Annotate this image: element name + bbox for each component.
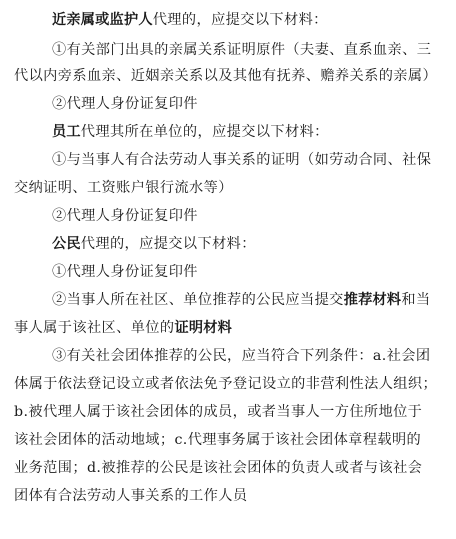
relatives-item2 xyxy=(52,94,198,114)
citizen-item2-bold-proof: 证明材料 xyxy=(174,320,233,336)
citizen-heading xyxy=(52,234,256,254)
employee-heading-rest: 代理其所在单位的，应提交以下材料： xyxy=(80,124,329,140)
relatives-heading-rest: 代理的，应提交以下材料： xyxy=(152,12,328,28)
relatives-heading-bold: 近亲属或监护人 xyxy=(52,12,153,28)
citizen-item3-text1: ③有关社会团体推荐的公民，应当符合下列条件：a.社会团 xyxy=(52,348,431,364)
citizen-item1-text: ①代理人身份证复印件 xyxy=(52,264,198,280)
employee-item1-text2: 交纳证明、工资账户银行流水等） xyxy=(14,180,233,196)
citizen-item2-line2 xyxy=(14,318,232,338)
relatives-item1-line2 xyxy=(14,66,437,86)
citizen-item2-bold-recommend: 推荐材料 xyxy=(343,292,402,308)
citizen-item3-text2: 体属于依法登记设立或者依法免予登记设立的非营利性法人组织； xyxy=(14,376,438,392)
citizen-item2-text1a: ②当事人所在社区、单位推荐的公民应当提交 xyxy=(52,292,344,308)
citizen-item3-line4 xyxy=(14,430,421,450)
relatives-item2-text: ②代理人身份证复印件 xyxy=(52,96,198,112)
employee-heading xyxy=(52,122,329,142)
citizen-item3-text3: b.被代理人属于该社会团体的成员，或者当事人一方住所地位于 xyxy=(14,404,423,420)
employee-item2-text: ②代理人身份证复印件 xyxy=(52,208,198,224)
citizen-item3-line5 xyxy=(14,458,422,478)
citizen-item2-text1b: 和当 xyxy=(401,292,431,308)
citizen-item2-line1 xyxy=(52,290,431,310)
citizen-item1 xyxy=(52,262,198,282)
citizen-heading-bold: 公民 xyxy=(52,236,81,252)
citizen-item3-text6: 团体有合法劳动人事关系的工作人员 xyxy=(14,488,248,504)
relatives-item1-text2: 代以内旁系血亲、近姻亲关系以及其他有抚养、赡养关系的亲属） xyxy=(14,68,438,84)
employee-item1-line2 xyxy=(14,178,233,198)
relatives-item1-text1: ①有关部门出具的亲属关系证明原件（夫妻、直系血亲、三 xyxy=(52,42,432,58)
citizen-item3-line2 xyxy=(14,374,437,394)
citizen-item3-text4: 该社会团体的活动地域；c.代理事务属于该社会团体章程载明的 xyxy=(14,432,422,448)
employee-item1-text1: ①与当事人有合法劳动人事关系的证明（如劳动合同、社保 xyxy=(52,152,432,168)
employee-heading-bold: 员工 xyxy=(52,124,81,140)
citizen-item3-line3 xyxy=(14,402,422,422)
relatives-item1-line1 xyxy=(52,40,431,60)
employee-item2 xyxy=(52,206,198,226)
citizen-item3-line1 xyxy=(52,346,430,366)
employee-item1-line1 xyxy=(52,150,431,170)
citizen-heading-rest: 代理的，应提交以下材料： xyxy=(80,236,256,252)
citizen-item3-text5: 业务范围；d.被推荐的公民是该社会团体的负责人或者与该社会 xyxy=(14,460,423,476)
citizen-item3-line6 xyxy=(14,486,247,506)
citizen-item2-text2a: 事人属于该社区、单位的 xyxy=(14,320,175,336)
relatives-heading xyxy=(52,10,328,30)
